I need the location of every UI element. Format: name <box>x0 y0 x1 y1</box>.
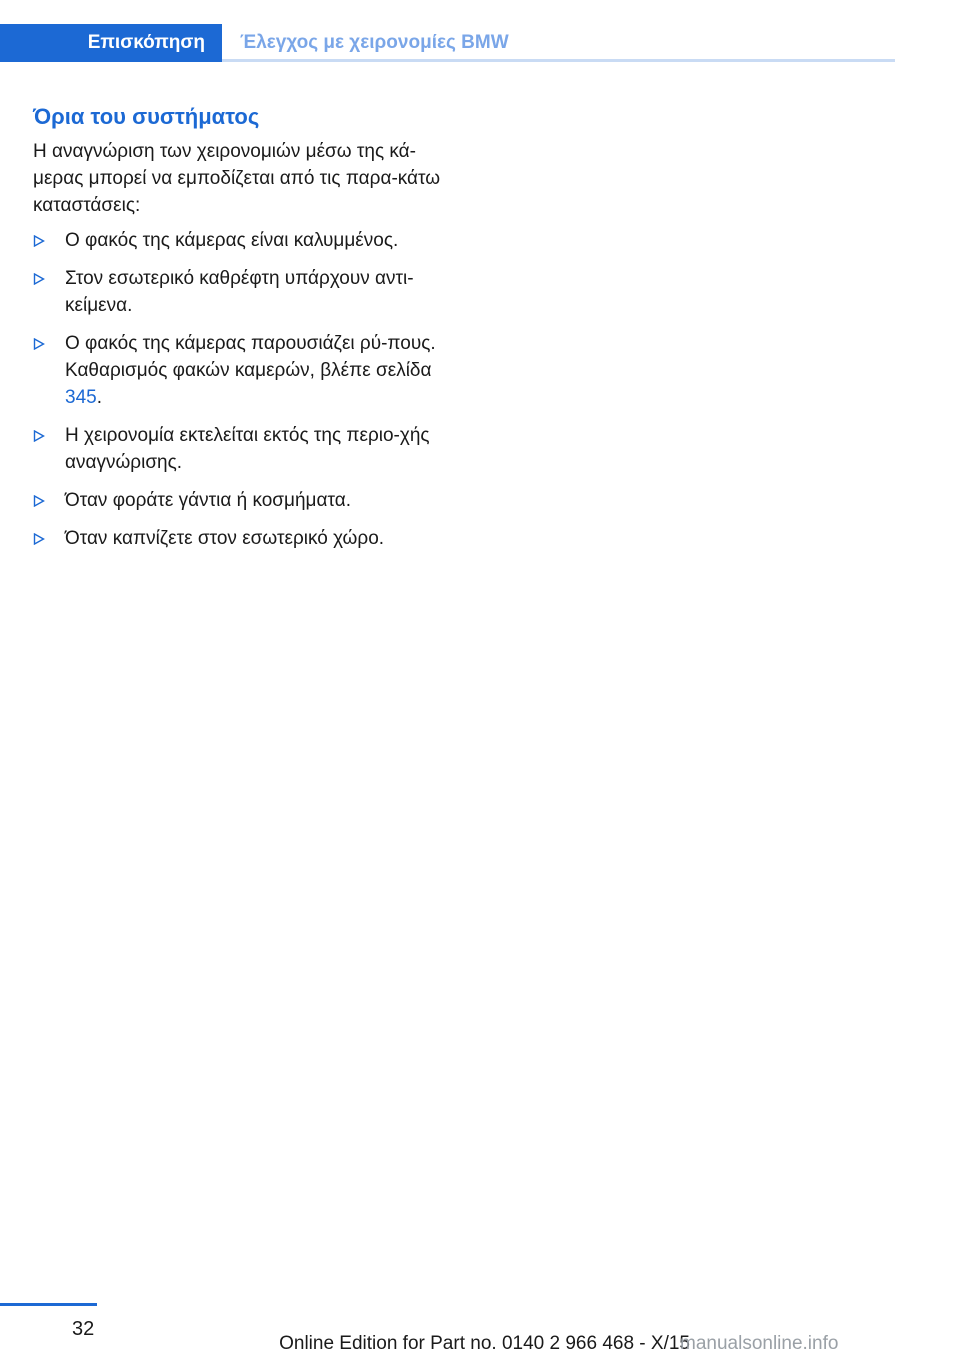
list-item <box>33 330 453 411</box>
section-tab-label: Επισκόπηση <box>87 32 205 53</box>
list-item-text: Όταν καπνίζετε στον εσωτερικό χώρο. <box>65 528 385 549</box>
page-reference-link[interactable]: 345 <box>65 387 97 408</box>
list-item-text: Η χειρονομία εκτελείται εκτός της περιο-χής αναγνώρισης. <box>65 425 430 473</box>
list-item <box>33 227 453 254</box>
footer-accent-line <box>0 1303 97 1306</box>
list-item-text: Ο φακός της κάμερας παρουσιάζει ρύ-πους. Καθαρισμός φακών καμερών, βλέπε σελίδα <box>65 333 436 381</box>
page-header <box>0 24 895 62</box>
list-item <box>33 525 453 552</box>
triangle-right-outline-icon <box>33 525 49 552</box>
edition-note: Online Edition for Part no. 0140 2 966 468 - X/15 <box>279 1333 690 1354</box>
chapter-tab-label: Έλεγχος με χειρονομίες BMW <box>240 32 509 53</box>
list-item <box>33 265 453 319</box>
page-number: 32 <box>72 1318 95 1340</box>
intro-paragraph: Η αναγνώριση των χειρονομιών μέσω της κά-μερας μπορεί να εμποδίζεται από τις παρα-κάτω καταστάσεις: <box>33 141 441 216</box>
header-divider <box>222 59 895 62</box>
watermark: manualsonline.info <box>680 1333 839 1354</box>
triangle-right-outline-icon <box>33 422 49 449</box>
triangle-right-outline-icon <box>33 227 49 254</box>
triangle-right-outline-icon <box>33 265 49 292</box>
triangle-right-outline-icon <box>33 330 49 357</box>
limits-list <box>33 227 453 552</box>
list-item <box>33 422 453 476</box>
list-item-text: Στον εσωτερικό καθρέφτη υπάρχουν αντι-κείμενα. <box>65 268 414 316</box>
list-item-text: Ο φακός της κάμερας είναι καλυμμένος. <box>65 230 399 251</box>
section-title: Όρια του συστήματος <box>33 104 260 129</box>
triangle-right-outline-icon <box>33 487 49 514</box>
section-tab[interactable] <box>0 24 222 62</box>
list-item-text: Όταν φοράτε γάντια ή κοσμήματα. <box>65 490 351 511</box>
chapter-tab[interactable] <box>240 24 509 62</box>
main-content <box>33 102 453 563</box>
list-item <box>33 487 453 514</box>
list-item-text-end: . <box>96 387 102 408</box>
